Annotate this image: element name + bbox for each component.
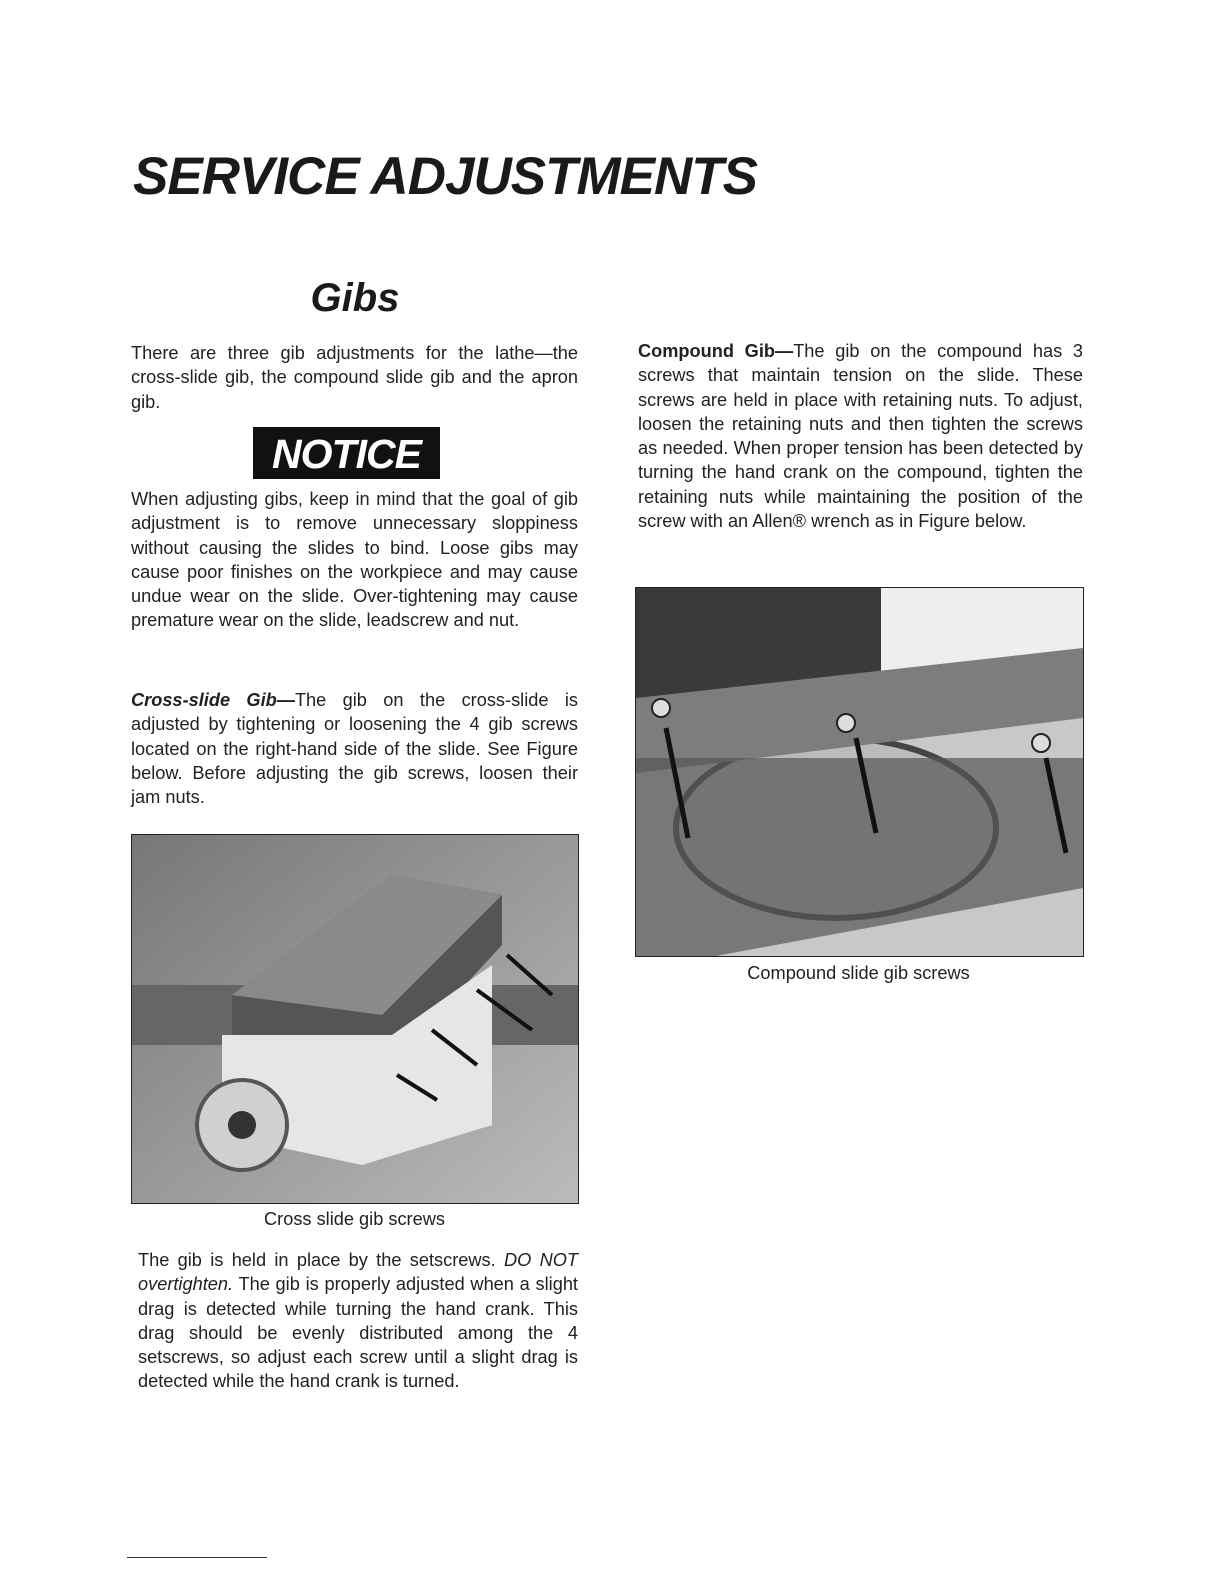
cross-slide-paragraph (131, 688, 578, 809)
cross-slide-lead: Cross-slide Gib— (131, 690, 295, 710)
compound-text: The gib on the compound has 3 screws that maintain tension on the slide. These screws are held in place with retaining nuts. To adjust, loosen the retaining nuts and then tighten the screws as needed. When proper tension has been detected by turning the hand crank on the compound, tighten the retaining nuts while maintaining the position of the screw with an Allen® wrench as in Figure below. (638, 341, 1083, 532)
footnote-divider (127, 1557, 267, 1558)
notice-paragraph: When adjusting gibs, keep in mind that the goal of gib adjustment is to remove unnecessary sloppiness without causing the slides to bind. Loose gibs may cause poor finishes on the workpiece and may cause undue wear on the slide. Over-tightening may cause premature wear on the slide, leadscrew and nut. (131, 489, 578, 631)
gib-held-paragraph (138, 1248, 578, 1394)
gib-held-text-1: The gib is held in place by the setscrews. (138, 1250, 504, 1270)
compound-paragraph (638, 339, 1083, 533)
compound-caption: Compound slide gib screws (747, 963, 970, 983)
gib-held-emphasis: DO NOT overtighten. (138, 1250, 578, 1295)
intro-paragraph: There are three gib adjustments for the lathe—the cross-slide gib, the compound slide gib and the apron gib. (131, 343, 578, 412)
cross-slide-caption: Cross slide gib screws (264, 1209, 445, 1229)
compound-photo (635, 587, 1084, 957)
compound-lead: Compound Gib— (638, 341, 794, 361)
gib-held-text-2: The gib is properly adjusted when a slight drag is detected while turning the hand crank. This drag should be evenly distributed among the 4 setscrews, so adjust each screw until a slight drag is detected while the hand crank is turned. (138, 1274, 578, 1392)
notice-label: NOTICE (253, 427, 440, 479)
section-heading: Gibs (310, 276, 400, 320)
page-title: SERVICE ADJUSTMENTS (133, 147, 757, 206)
cross-slide-text: The gib on the cross-slide is adjusted by tightening or loosening the 4 gib screws located on the right-hand side of the slide. See Figure below. Before adjusting the gib screws, loosen their jam nuts. (131, 690, 578, 808)
cross-slide-photo (131, 834, 579, 1204)
